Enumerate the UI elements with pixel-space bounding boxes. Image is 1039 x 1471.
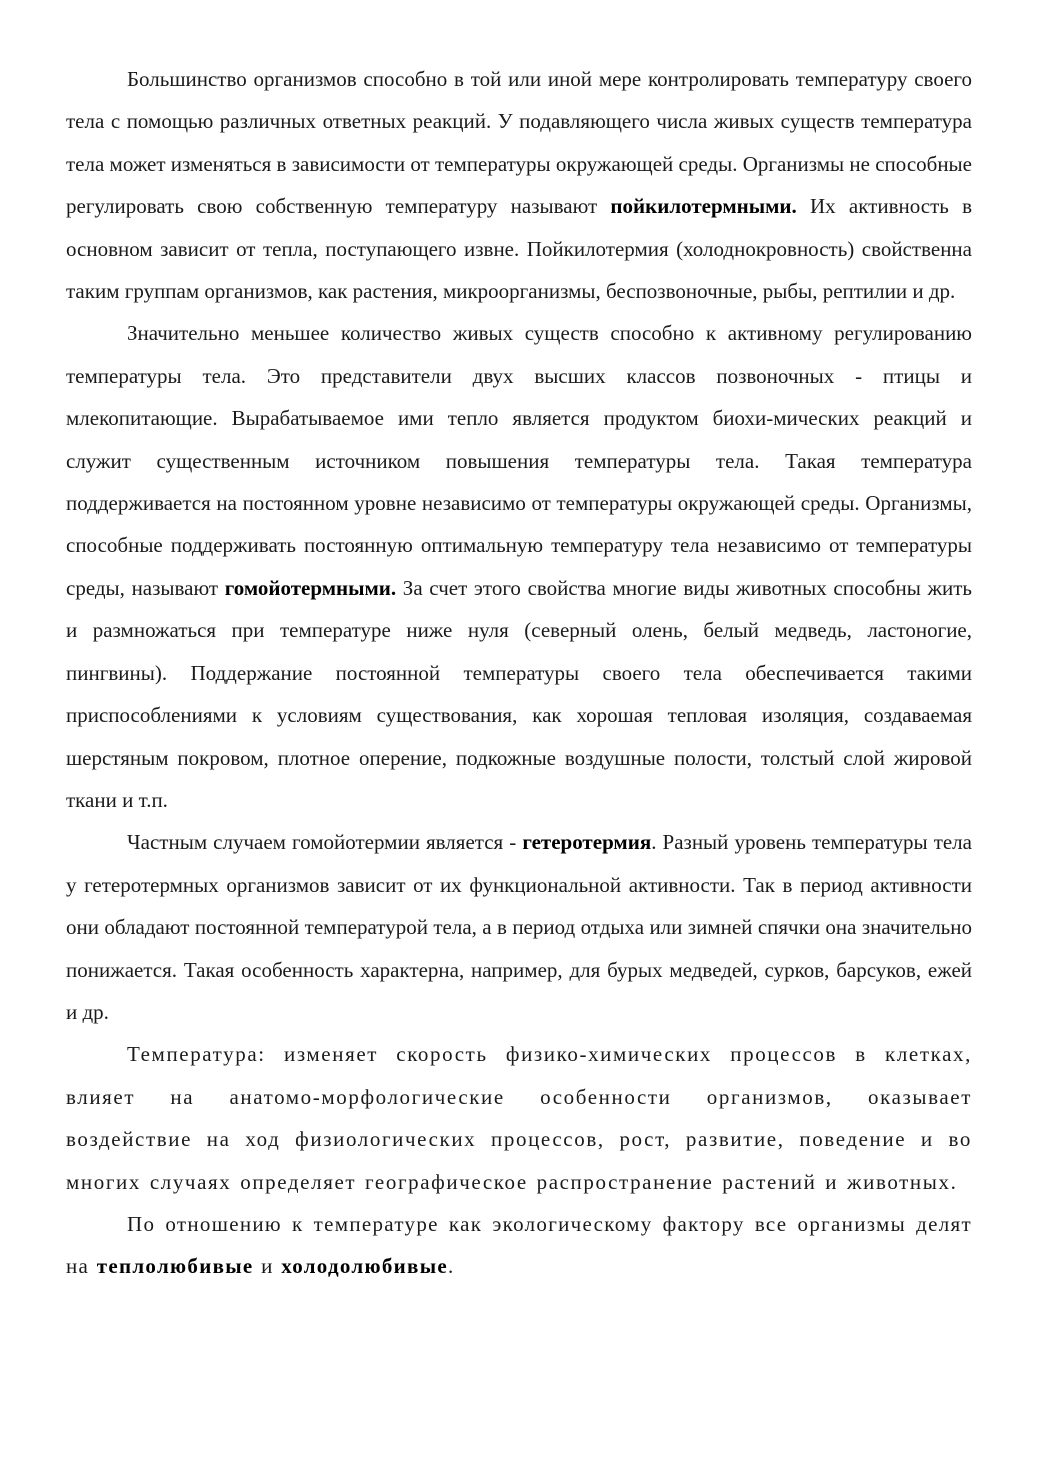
- paragraph-text: Их активность в основном зависит от тепла, поступающего извне. Пойкилотермия (холоднокровность) свойственна таким группам организмов, как растения, микроорганизмы, беспозвоночные, рыбы, рептилии и др.: [66, 194, 972, 304]
- paragraph-homoiothermy: [66, 312, 972, 821]
- term-thermophilic: теплолюбивые: [96, 1254, 254, 1279]
- paragraph-text: . Разный уровень температуры тела у гетеротермных организмов зависит от их функциональной активности. Так в период активности они обладают постоянной температурой тела, а в период отдыха или зимней спячки она значительно понижается. Такая особенность характерна, например, для бурых медведей, сурков, барсуков, ежей и др.: [66, 830, 972, 1024]
- paragraph-text: Значительно меньшее количество живых существ способно к активному регулированию температуры тела. Это представители двух высших классов позвоночных - птицы и млекопитающие. Вырабатываемое ими тепло является продуктом биохи-мических реакций и служит существенным источником повышения температуры тела. Такая температура поддерживается на постоянном уровне независимо от температуры окружающей среды. Организмы, способные поддерживать постоянную оптимальную температуру тела независимо от температуры среды, называют: [66, 321, 972, 600]
- paragraph-heterothermy: [66, 821, 972, 1033]
- paragraph-text: За счет этого свойства многие виды животных способны жить и размножаться при температуре ниже нуля (северный олень, белый медведь, ластоногие, пингвины). Поддержание постоянной температуры своего тела обеспечивается такими приспособлениями к условиям существования, как хорошая тепловая изоляция, создаваемая шерстяным покровом, плотное оперение, подкожные воздушные полости, толстый слой жировой ткани и т.п.: [66, 575, 972, 812]
- term-cryophilic: холодолюбивые: [281, 1254, 449, 1279]
- paragraph-poikilothermy: [66, 58, 972, 312]
- paragraph-temperature-effects: [66, 1033, 972, 1203]
- paragraph-classification: [66, 1203, 972, 1288]
- term-poikilothermic: пойкилотермными.: [610, 194, 797, 219]
- document-page: [66, 58, 972, 1288]
- paragraph-text: .: [448, 1254, 455, 1279]
- paragraph-text: и: [253, 1254, 282, 1279]
- term-heterothermy: гетеротермия: [522, 830, 652, 855]
- paragraph-text: Большинство организмов способно в той или иной мере контролировать температуру своего тела с помощью различных ответных реакций. У подавляющего числа живых существ температура тела может изменяться в зависимости от температуры окружающей среды. Организмы не способные регулировать свою собственную температуру называют: [66, 67, 972, 219]
- term-homoiothermic: гомойотермными.: [224, 575, 397, 600]
- paragraph-text: Температура: изменяет скорость физико-химических процессов в клетках, влияет на анатомо-морфологические особенности организмов, оказывает воздействие на ход физиологических процессов, рост, развитие, поведение и во многих случаях определяет географическое распространение растений и животных.: [66, 1042, 972, 1194]
- paragraph-text: По отношению к температуре как экологическому фактору все организмы делят на: [66, 1211, 972, 1279]
- paragraph-text: Частным случаем гомойотермии является -: [127, 830, 523, 855]
